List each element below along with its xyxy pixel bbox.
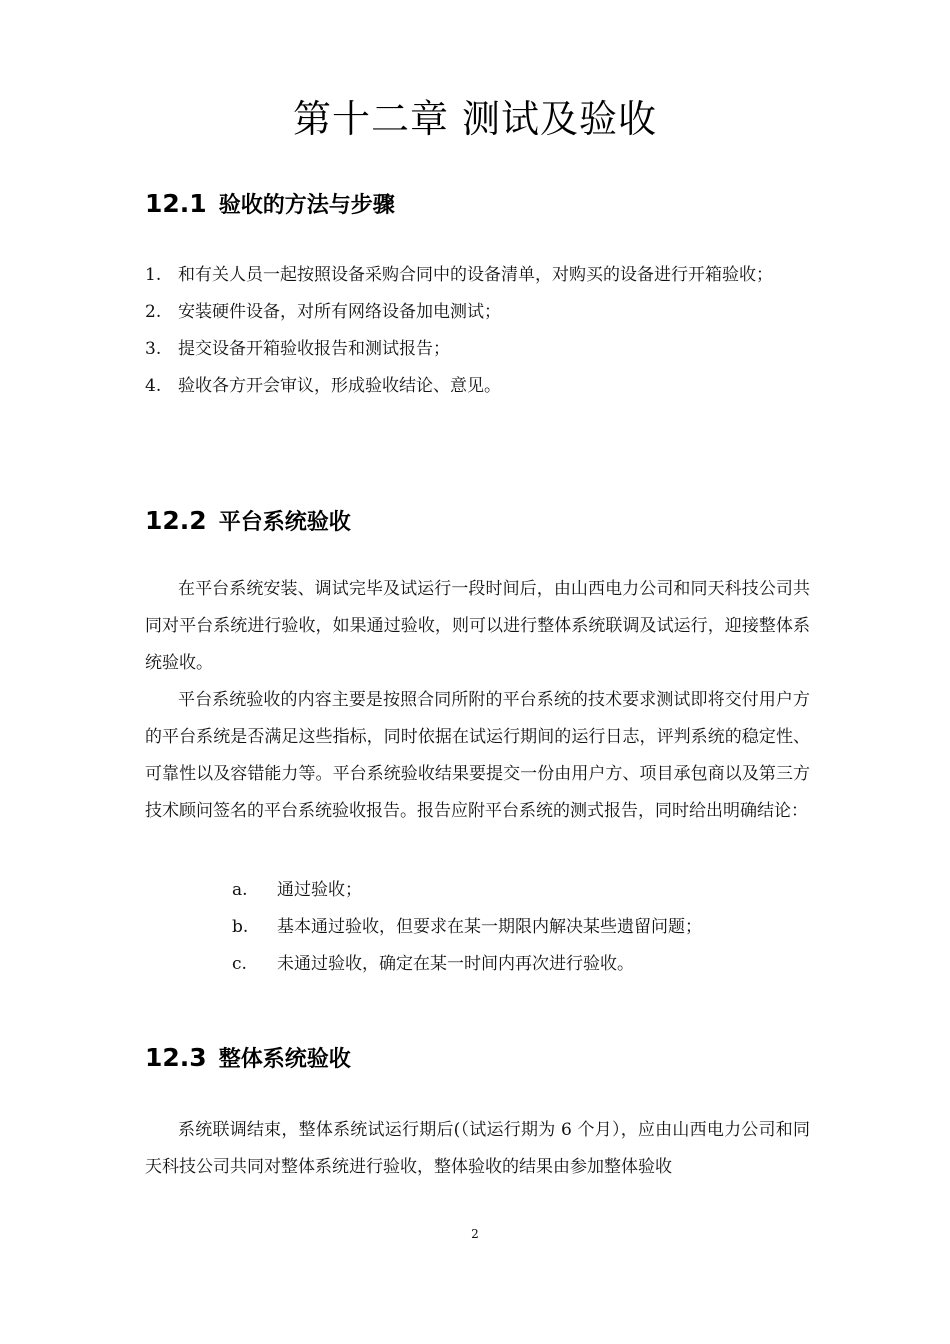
conclusion-options-list — [232, 872, 792, 983]
paragraph: 系统联调结束，整体系统试运行期后(（试运行期为 6 个月），应由山西电力公司和同天科技公司共同对整体系统进行验收，整体验收的结果由参加整体验收 — [145, 1120, 810, 1177]
chapter-title: 第十二章 测试及验收 — [292, 97, 658, 141]
paragraph: 在平台系统安装、调试完毕及试运行一段时间后，由山西电力公司和同天科技公司共同对平台系统进行验收，如果通过验收，则可以进行整体系统联调及试运行，迎接整体系统验收。 — [145, 579, 810, 673]
list-item-letter: a. — [232, 880, 248, 900]
section-heading-12-3 — [145, 1042, 351, 1073]
list-item-text: 基本通过验收，但要求在某一期限内解决某些遗留问题； — [277, 917, 702, 937]
paragraph: 平台系统验收的内容主要是按照合同所附的平台系统的技术要求测试即将交付用户方的平台系统是否满足这些指标，同时依据在试运行期间的运行日志，评判系统的稳定性、可靠性以及容错能力等。平台系统验收结果要提交一份由用户方、项目承包商以及第三方技术顾问签名的平台系统验收报告。报告应附平台系统的测式报告，同时给出明确结论： — [145, 690, 810, 821]
page-number: 2 — [471, 1227, 479, 1241]
list-item-number: 1. — [145, 265, 162, 285]
list-item-number: 4. — [145, 376, 162, 396]
section-heading-12-2 — [145, 505, 351, 536]
list-item — [145, 368, 810, 405]
list-item — [145, 257, 810, 294]
list-item-letter: b. — [232, 917, 249, 937]
list-item-text: 安装硬件设备，对所有网络设备加电测试； — [178, 302, 501, 322]
section-title: 整体系统验收 — [218, 1047, 351, 1072]
list-item — [145, 294, 810, 331]
list-item — [232, 946, 792, 983]
list-item-text: 和有关人员一起按照设备采购合同中的设备清单，对购买的设备进行开箱验收； — [178, 265, 773, 285]
section-title: 平台系统验收 — [218, 510, 351, 535]
section-number: 12.1 — [145, 189, 207, 218]
list-item — [145, 331, 810, 368]
list-item-letter: c. — [232, 954, 247, 974]
list-item — [232, 872, 792, 909]
section-heading-12-1 — [145, 188, 395, 219]
list-item-number: 2. — [145, 302, 162, 322]
list-item-text: 通过验收； — [277, 880, 362, 900]
list-item-number: 3. — [145, 339, 162, 359]
acceptance-steps-list — [145, 257, 810, 405]
section-title: 验收的方法与步骤 — [218, 193, 395, 218]
list-item — [232, 909, 792, 946]
list-item-text: 提交设备开箱验收报告和测试报告； — [178, 339, 450, 359]
section-number: 12.2 — [145, 506, 207, 535]
list-item-text: 未通过验收，确定在某一时间内再次进行验收。 — [277, 954, 634, 974]
section-number: 12.3 — [145, 1043, 207, 1072]
list-item-text: 验收各方开会审议，形成验收结论、意见。 — [178, 376, 501, 396]
